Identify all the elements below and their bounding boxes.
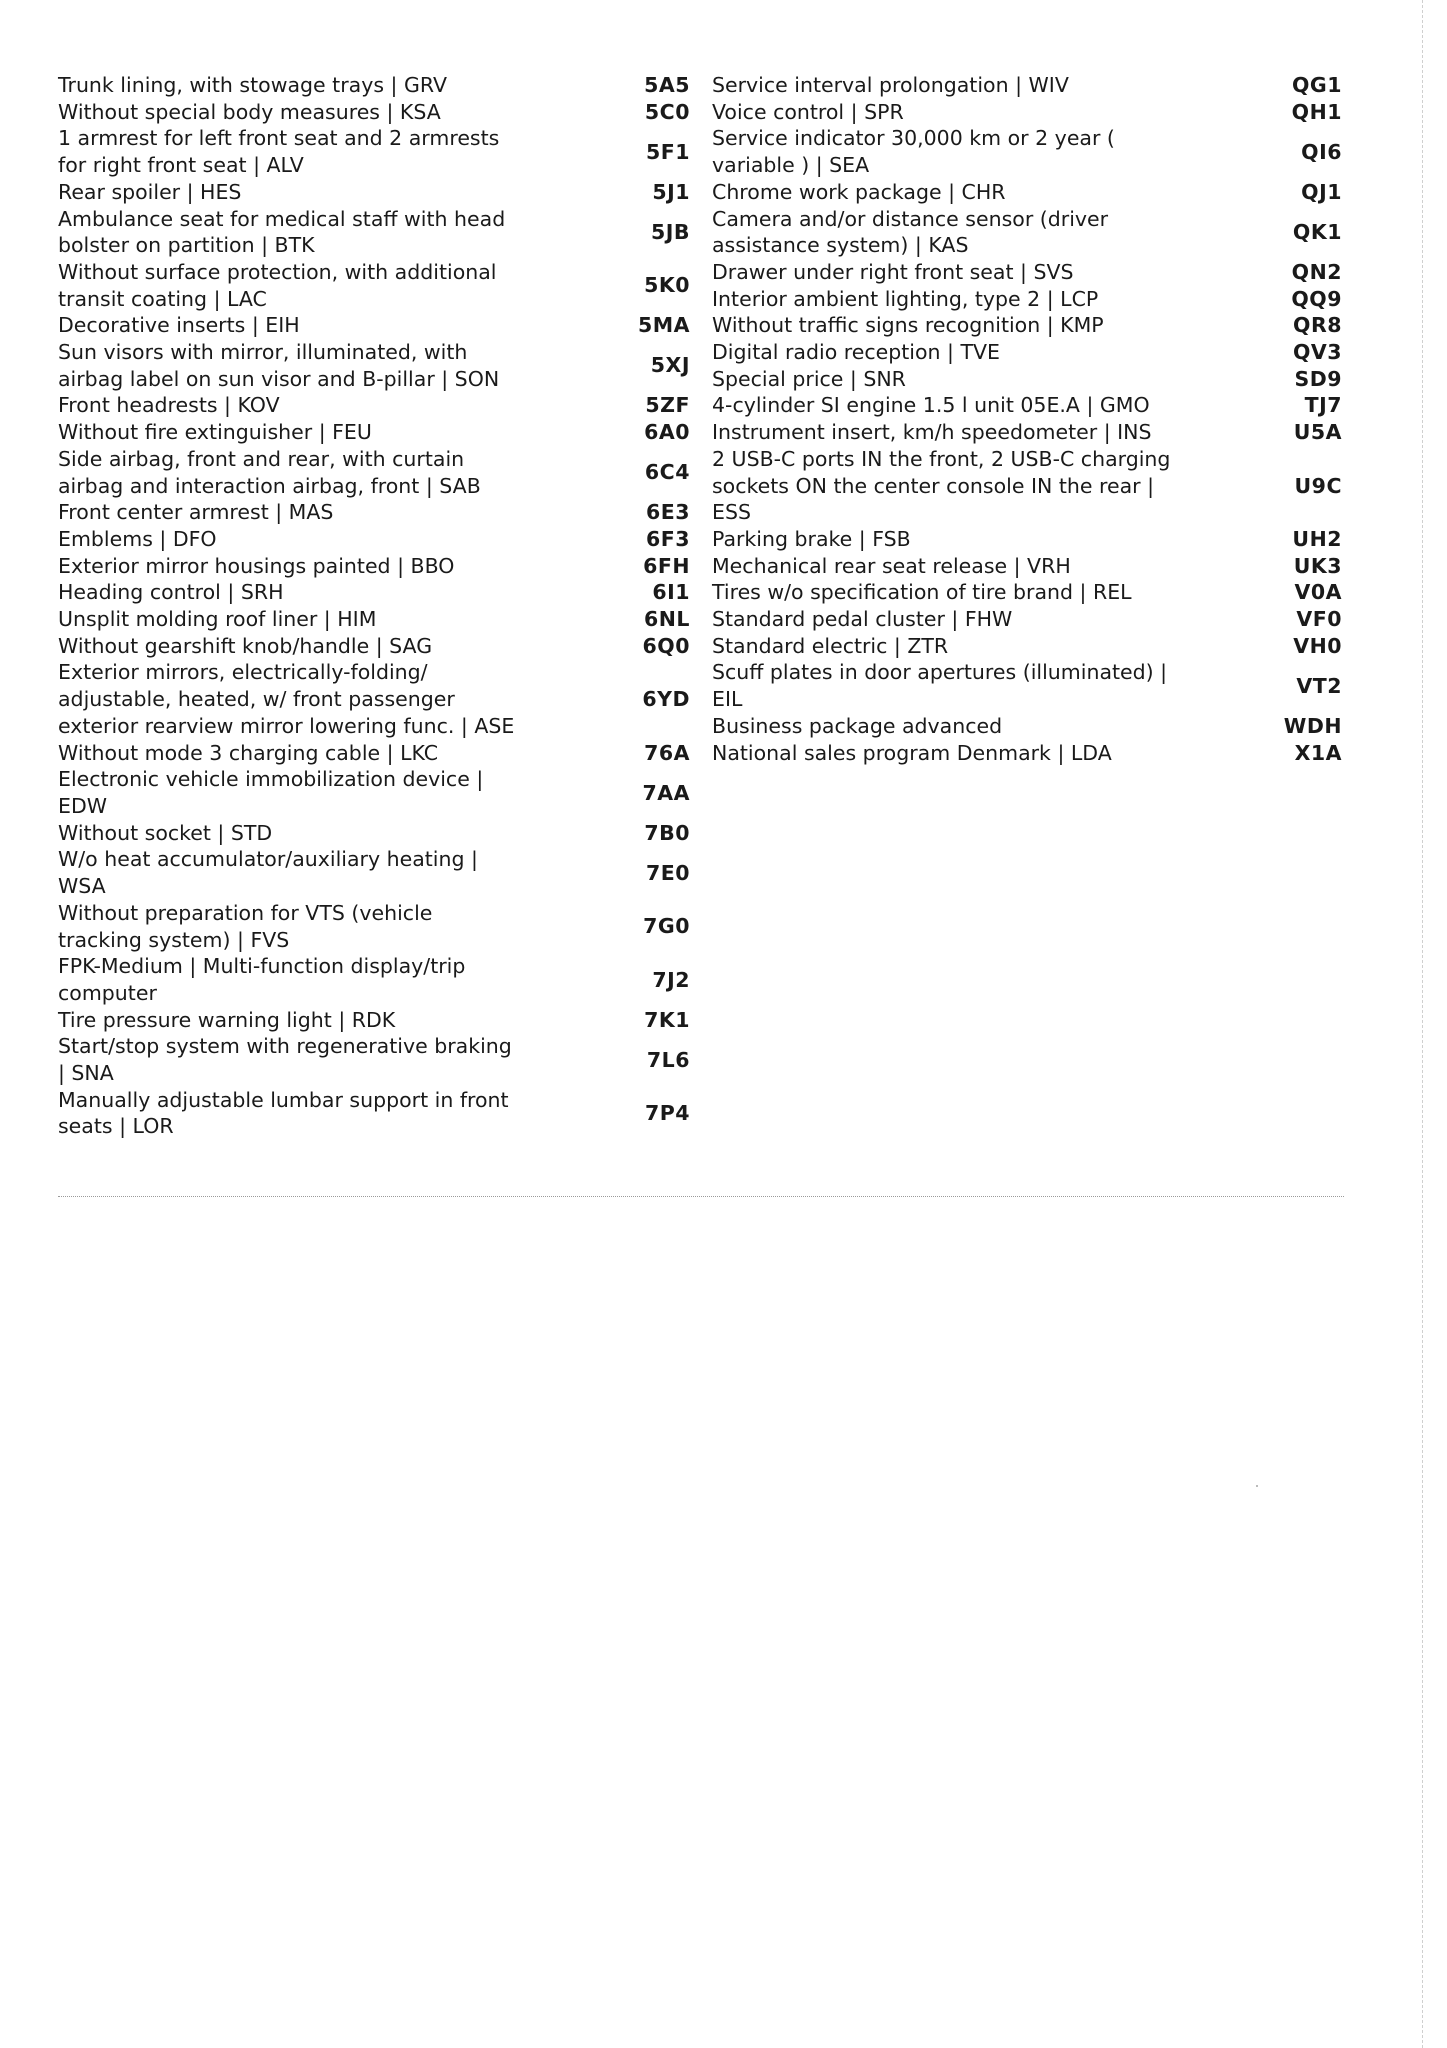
- option-row: [712, 125, 1342, 178]
- option-code: 7G0: [643, 914, 690, 939]
- option-code: X1A: [1294, 740, 1342, 765]
- option-row: [58, 900, 690, 953]
- option-code: QN2: [1291, 259, 1342, 284]
- option-row: [712, 419, 1342, 446]
- option-code: VF0: [1296, 607, 1342, 632]
- option-row: [58, 1033, 690, 1086]
- option-description: Standard pedal cluster | FHW: [712, 607, 1013, 632]
- option-description: Digital radio reception | TVE: [712, 340, 1000, 365]
- option-code: 5ZF: [645, 393, 690, 418]
- option-description: Scuff plates in door apertures (illuminated) | EIL: [712, 660, 1168, 712]
- option-code: 5C0: [644, 99, 690, 124]
- option-code: 5MA: [637, 313, 690, 338]
- option-description: Instrument insert, km/h speedometer | INS: [712, 420, 1152, 445]
- option-code: 5XJ: [650, 353, 690, 378]
- option-code: 6FH: [643, 553, 690, 578]
- option-row: [712, 633, 1342, 660]
- option-code: QQ9: [1291, 286, 1342, 311]
- option-description: Without traffic signs recognition | KMP: [712, 313, 1104, 338]
- option-code: 5JB: [650, 219, 690, 244]
- option-row: [58, 740, 690, 767]
- option-row: [712, 579, 1342, 606]
- option-code: QK1: [1292, 219, 1342, 244]
- option-row: [712, 206, 1342, 259]
- option-code: U5A: [1293, 420, 1342, 445]
- section-divider: [58, 1196, 1344, 1197]
- option-row: [712, 526, 1342, 553]
- option-description: Parking brake | FSB: [712, 526, 911, 551]
- option-description: Rear spoiler | HES: [58, 179, 242, 204]
- option-description: Interior ambient lighting, type 2 | LCP: [712, 286, 1099, 311]
- option-description: Front headrests | KOV: [58, 393, 280, 418]
- option-code: WDH: [1283, 713, 1342, 738]
- option-row: [58, 99, 690, 126]
- option-description: Without gearshift knob/handle | SAG: [58, 633, 433, 658]
- option-code: 76A: [644, 740, 690, 765]
- option-row: [58, 339, 690, 392]
- option-code: 6E3: [645, 500, 690, 525]
- option-code: U9C: [1294, 473, 1342, 498]
- option-description: Camera and/or distance sensor (driver assistance system) | KAS: [712, 206, 1109, 258]
- option-code: QI6: [1301, 139, 1342, 164]
- option-row: [58, 606, 690, 633]
- option-row: [58, 1087, 690, 1140]
- option-row: [712, 740, 1342, 767]
- option-description: Drawer under right front seat | SVS: [712, 259, 1074, 284]
- option-code: QV3: [1292, 340, 1342, 365]
- option-description: Trunk lining, with stowage trays | GRV: [58, 73, 447, 97]
- option-code: VT2: [1296, 673, 1342, 698]
- option-description: Emblems | DFO: [58, 526, 217, 551]
- option-description: Side airbag, front and rear, with curtain airbag and interaction airbag, front | SAB: [58, 446, 481, 498]
- option-description: W/o heat accumulator/auxiliary heating | WSA: [58, 847, 478, 899]
- option-description: Unsplit molding roof liner | HIM: [58, 607, 377, 632]
- option-row: [58, 125, 690, 178]
- option-row: [712, 392, 1342, 419]
- option-code: 7J2: [652, 967, 690, 992]
- option-description: Mechanical rear seat release | VRH: [712, 553, 1071, 578]
- option-row: [712, 259, 1342, 286]
- option-row: [58, 499, 690, 526]
- option-row: [58, 659, 690, 739]
- option-row: [58, 259, 690, 312]
- option-description: National sales program Denmark | LDA: [712, 740, 1112, 765]
- option-row: [712, 659, 1342, 712]
- option-code: 7B0: [644, 820, 690, 845]
- option-description: Decorative inserts | EIH: [58, 313, 300, 338]
- option-code: 6NL: [644, 607, 690, 632]
- option-code: 6YD: [642, 687, 690, 712]
- option-row: [58, 419, 690, 446]
- option-description: Without socket | STD: [58, 820, 273, 845]
- option-row: [58, 1007, 690, 1034]
- option-row: [58, 846, 690, 899]
- option-code: VH0: [1293, 633, 1342, 658]
- option-code: V0A: [1294, 580, 1342, 605]
- option-code: 6F3: [645, 526, 690, 551]
- option-row: [712, 446, 1342, 526]
- option-row: [58, 553, 690, 580]
- option-description: Business package advanced: [712, 713, 1003, 738]
- option-description: Without preparation for VTS (vehicle tracking system) | FVS: [58, 900, 433, 952]
- option-row: [712, 713, 1342, 740]
- option-row: [58, 579, 690, 606]
- option-description: Exterior mirror housings painted | BBO: [58, 553, 455, 578]
- option-row: [712, 339, 1342, 366]
- option-row: [712, 286, 1342, 313]
- option-row: [58, 820, 690, 847]
- option-code: SD9: [1294, 366, 1342, 391]
- option-description: Start/stop system with regenerative braking | SNA: [58, 1034, 512, 1086]
- option-row: [58, 766, 690, 819]
- option-row: [712, 179, 1342, 206]
- option-row: [712, 606, 1342, 633]
- option-code: 7AA: [642, 780, 690, 805]
- option-row: [712, 553, 1342, 580]
- option-row: [58, 526, 690, 553]
- option-description: Chrome work package | CHR: [712, 179, 1006, 204]
- option-description: 4-cylinder SI engine 1.5 l unit 05E.A | GMO: [712, 393, 1150, 418]
- scan-edge-line: [1422, 0, 1423, 2048]
- option-code: 5K0: [644, 273, 690, 298]
- option-row: [58, 206, 690, 259]
- option-row: [58, 446, 690, 499]
- option-code: TJ7: [1304, 393, 1342, 418]
- option-description: Special price | SNR: [712, 366, 906, 391]
- option-description: Ambulance seat for medical staff with head bolster on partition | BTK: [58, 206, 506, 258]
- option-description: Heading control | SRH: [58, 580, 284, 605]
- option-description: Service interval prolongation | WIV: [712, 73, 1069, 97]
- option-row: [58, 633, 690, 660]
- option-code: 6C4: [644, 460, 690, 485]
- option-description: Standard electric | ZTR: [712, 633, 949, 658]
- options-list-left: [58, 72, 690, 1140]
- option-code: 6Q0: [642, 633, 690, 658]
- option-description: 1 armrest for left front seat and 2 armrests for right front seat | ALV: [58, 126, 500, 178]
- option-row: [712, 72, 1342, 99]
- option-row: [58, 312, 690, 339]
- option-description: Tires w/o specification of tire brand | REL: [712, 580, 1132, 605]
- option-code: 7L6: [646, 1047, 690, 1072]
- option-description: Service indicator 30,000 km or 2 year ( variable ) | SEA: [712, 126, 1115, 178]
- option-code: 7K1: [644, 1007, 690, 1032]
- option-row: [58, 179, 690, 206]
- option-description: Front center armrest | MAS: [58, 500, 334, 525]
- option-description: FPK-Medium | Multi-function display/trip computer: [58, 954, 466, 1005]
- option-description: Without surface protection, with additional transit coating | LAC: [58, 259, 497, 311]
- option-description: Sun visors with mirror, illuminated, with airbag label on sun visor and B-pillar | SON: [58, 340, 500, 391]
- option-code: QR8: [1293, 313, 1342, 338]
- option-row: [712, 312, 1342, 339]
- option-row: [58, 953, 690, 1006]
- option-code: UK3: [1293, 553, 1342, 578]
- option-code: UH2: [1292, 526, 1342, 551]
- option-description: Without mode 3 charging cable | LKC: [58, 740, 439, 765]
- option-description: Manually adjustable lumbar support in front seats | LOR: [58, 1087, 509, 1139]
- option-code: 7P4: [644, 1101, 690, 1126]
- option-description: Tire pressure warning light | RDK: [58, 1007, 396, 1032]
- option-code: QH1: [1291, 99, 1342, 124]
- option-description: Electronic vehicle immobilization device | EDW: [58, 767, 484, 818]
- option-code: 5A5: [644, 73, 690, 97]
- option-description: 2 USB-C ports IN the front, 2 USB-C charging sockets ON the center console IN the rear | ESS: [712, 446, 1171, 525]
- option-row: [712, 366, 1342, 393]
- option-code: 7E0: [645, 860, 690, 885]
- option-description: Voice control | SPR: [712, 99, 904, 124]
- option-row: [58, 392, 690, 419]
- option-code: 5F1: [645, 139, 690, 164]
- option-code: QG1: [1291, 73, 1342, 97]
- scan-speck: [1256, 1485, 1258, 1487]
- option-code: 6I1: [652, 580, 690, 605]
- option-row: [712, 99, 1342, 126]
- option-code: QJ1: [1301, 179, 1342, 204]
- option-row: [58, 72, 690, 99]
- options-list-right: [712, 72, 1342, 766]
- option-code: 5J1: [652, 179, 690, 204]
- option-description: Exterior mirrors, electrically-folding/ adjustable, heated, w/ front passenger exterior rearview mirror lowering func. | ASE: [58, 660, 515, 738]
- option-description: Without fire extinguisher | FEU: [58, 420, 372, 445]
- option-description: Without special body measures | KSA: [58, 99, 441, 124]
- option-code: 6A0: [644, 420, 690, 445]
